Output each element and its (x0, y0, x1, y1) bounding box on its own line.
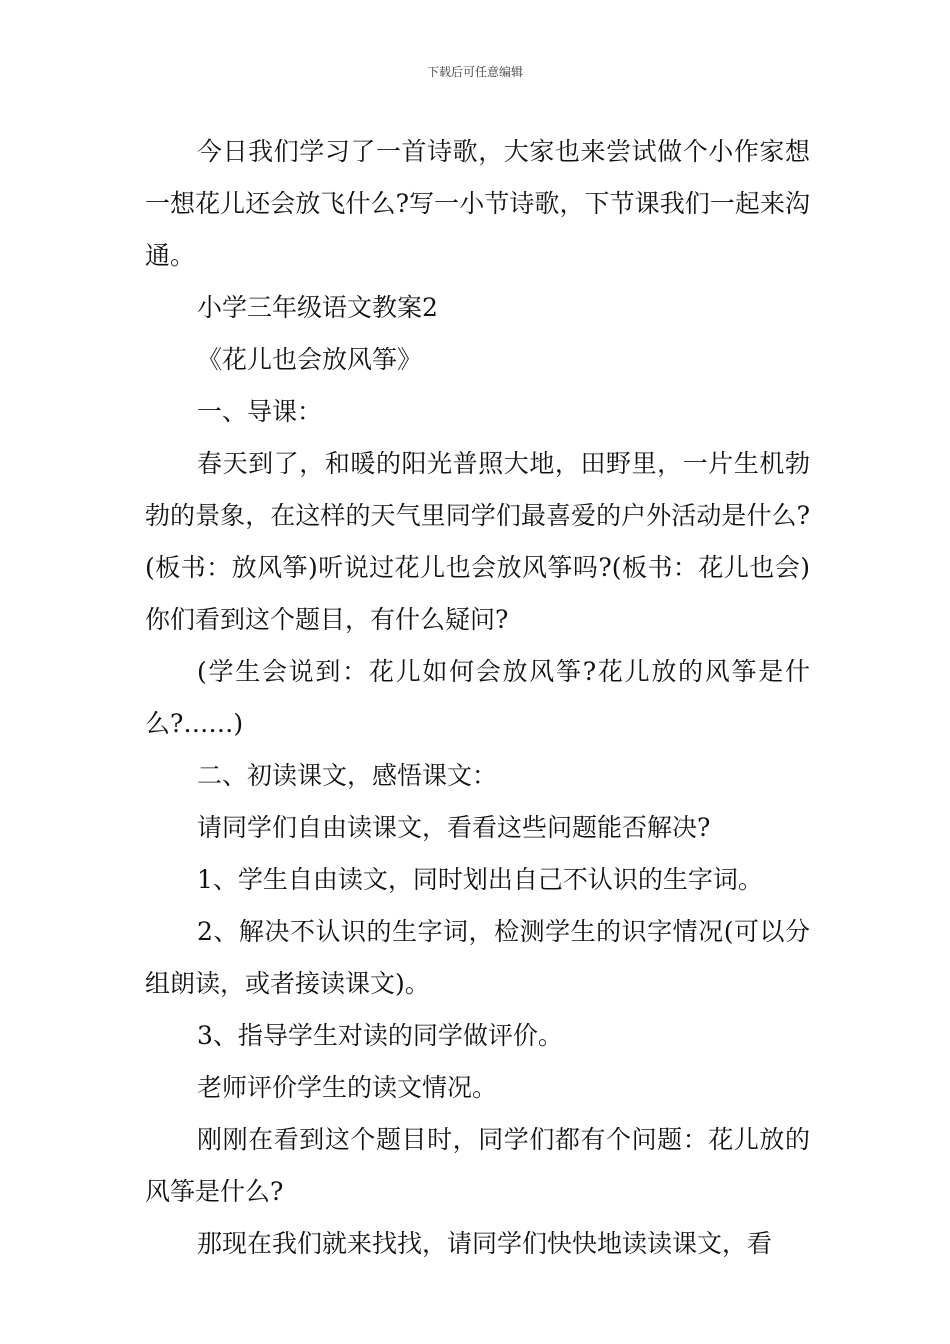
lesson-title: 《花儿也会放风筝》 (197, 345, 423, 374)
page-header: 下载后可任意编辑 (426, 65, 523, 79)
list-item-1: 1、学生自由读文，同时划出自己不认识的生字词。 (197, 865, 763, 894)
paragraph-student-answers: (学生会说到：花儿如何会放风筝?花儿放的风筝是什么?……) (145, 657, 810, 738)
document-body (145, 126, 810, 1270)
paragraph-intro: 春天到了，和暖的阳光普照大地，田野里，一片生机勃勃的景象，在这样的天气里同学们最喜爱的户外活动是什么?(板书：放风筝)听说过花儿也会放风筝吗?(板书：花儿也会)你们看到这个题目，有什么疑问? (145, 449, 810, 634)
paragraph-question: 刚刚在看到这个题目时，同学们都有个问题：花儿放的风筝是什么? (145, 1125, 810, 1206)
paragraph-free-reading: 请同学们自由读课文，看看这些问题能否解决? (197, 813, 711, 842)
paragraph-find: 那现在我们就来找找，请同学们快快地读读课文，看 (197, 1229, 773, 1258)
section-heading-first-reading: 二、初读课文，感悟课文： (197, 761, 498, 790)
list-item-3: 3、指导学生对读的同学做评价。 (197, 1021, 563, 1050)
paragraph-closing-assignment: 今日我们学习了一首诗歌，大家也来尝试做个小作家想一想花儿还会放飞什么?写一小节诗歌，下节课我们一起来沟通。 (145, 137, 810, 270)
list-item-2: 2、解决不认识的生字词，检测学生的识字情况(可以分组朗读，或者接读课文)。 (145, 917, 810, 998)
paragraph-teacher-evaluation: 老师评价学生的读文情况。 (197, 1073, 498, 1102)
section-heading-intro: 一、导课： (197, 397, 323, 426)
lesson-plan-heading: 小学三年级语文教案2 (197, 293, 438, 322)
